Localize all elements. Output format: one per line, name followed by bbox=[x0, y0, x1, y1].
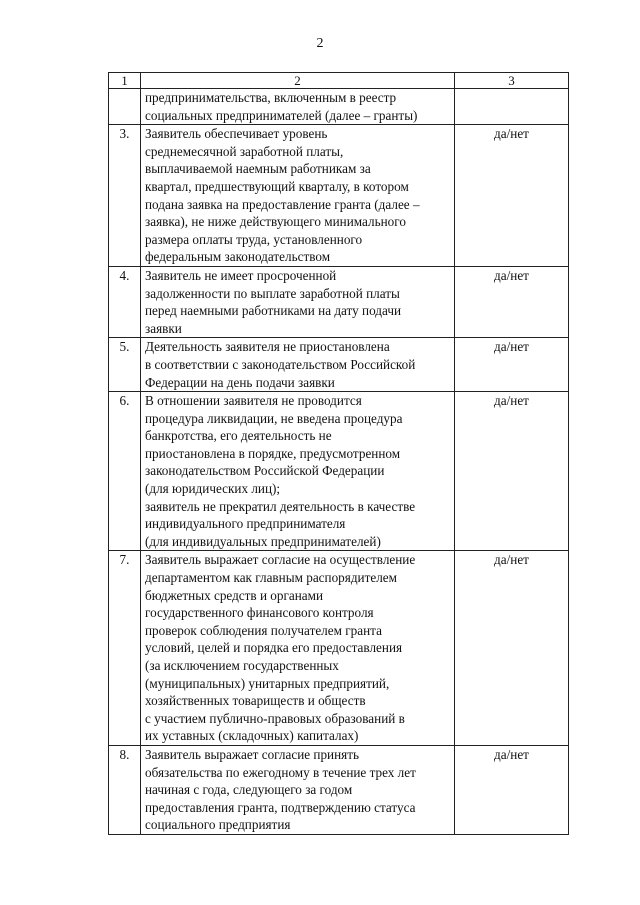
criterion-text-line: законодательством Российской Федерации bbox=[145, 463, 385, 479]
criterion-text-line: (для юридических лиц); bbox=[145, 481, 281, 497]
criterion-text-line: Заявитель выражает согласие на осуществление bbox=[145, 552, 416, 568]
criterion-text-line: их уставных (складочных) капиталах) bbox=[145, 728, 359, 744]
criterion-text-line: Заявитель выражает согласие принять bbox=[145, 746, 360, 762]
criterion-text-line: хозяйственных товариществ и обществ bbox=[145, 693, 366, 709]
column-header-1: 1 bbox=[109, 73, 141, 89]
criterion-text-line: Деятельность заявителя не приостановлена bbox=[145, 339, 390, 355]
answer-cell: да/нет bbox=[455, 392, 569, 551]
row-number: 5. bbox=[109, 338, 141, 392]
answer-cell: да/нет bbox=[455, 551, 569, 746]
criterion-text-line: с участием публично-правовых образований в bbox=[145, 710, 405, 726]
row-number: 7. bbox=[109, 551, 141, 746]
answer-cell: да/нет bbox=[455, 745, 569, 834]
criterion-text-line: в соответствии с законодательством Российской bbox=[145, 356, 416, 372]
answer-cell: да/нет bbox=[455, 266, 569, 337]
criterion-text-line: предоставления гранта, подтверждению статуса bbox=[145, 799, 416, 815]
criterion-text-line: Федерации на день подачи заявки bbox=[145, 374, 335, 390]
criterion-text-line: квартал, предшествующий кварталу, в котором bbox=[145, 178, 409, 194]
criterion-text-line: подана заявка на предоставление гранта (далее – bbox=[145, 196, 420, 212]
criterion-text-line: размера оплаты труда, установленного bbox=[145, 231, 363, 247]
criterion-text-line: предпринимательства, включенным в реестр bbox=[145, 90, 397, 105]
criterion-text-line: социального предприятия bbox=[145, 817, 291, 833]
row-number: 6. bbox=[109, 392, 141, 551]
criterion-text-line: (муниципальных) унитарных предприятий, bbox=[145, 675, 390, 691]
criterion-text-line: Заявитель не имеет просроченной bbox=[145, 267, 337, 283]
criterion-text bbox=[141, 125, 455, 267]
row-number: 4. bbox=[109, 266, 141, 337]
row-number bbox=[109, 89, 141, 125]
answer-cell: да/нет bbox=[455, 338, 569, 392]
criterion-text-line: банкротства, его деятельность не bbox=[145, 428, 332, 444]
criterion-text bbox=[141, 551, 455, 746]
criteria-table bbox=[108, 72, 569, 835]
page-number: 2 bbox=[316, 36, 324, 51]
criterion-text bbox=[141, 266, 455, 337]
table-row bbox=[109, 392, 569, 551]
criterion-text-line: выплачиваемой наемным работникам за bbox=[145, 161, 371, 177]
table-row bbox=[109, 89, 569, 125]
answer-cell bbox=[455, 89, 569, 125]
column-header-3: 3 bbox=[455, 73, 569, 89]
criterion-text bbox=[141, 745, 455, 834]
row-number: 8. bbox=[109, 745, 141, 834]
criterion-text-line: федеральным законодательством bbox=[145, 249, 331, 265]
criterion-text bbox=[141, 338, 455, 392]
criterion-text bbox=[141, 392, 455, 551]
criterion-text-line: процедура ликвидации, не введена процедура bbox=[145, 410, 403, 426]
table-body bbox=[109, 73, 569, 835]
table-row bbox=[109, 266, 569, 337]
criterion-text-line: проверок соблюдения получателем гранта bbox=[145, 622, 382, 638]
criterion-text-line: среднемесячной заработной платы, bbox=[145, 143, 344, 159]
criterion-text-line: государственного финансового контроля bbox=[145, 605, 374, 621]
criterion-text-line: приостановлена в порядке, предусмотренном bbox=[145, 445, 401, 461]
column-header-2: 2 bbox=[141, 73, 455, 89]
criterion-text-line: заявки bbox=[145, 320, 182, 336]
criterion-text-line: (за исключением государственных bbox=[145, 658, 339, 673]
criterion-text-line: обязательства по ежегодному в течение трех лет bbox=[145, 764, 416, 780]
criterion-text-line: департаментом как главным распорядителем bbox=[145, 570, 397, 586]
criterion-text-line: бюджетных средств и органами bbox=[145, 587, 324, 603]
answer-cell: да/нет bbox=[455, 125, 569, 267]
criterion-text-line: Заявитель обеспечивает уровень bbox=[145, 126, 328, 142]
table-row bbox=[109, 125, 569, 267]
criterion-text-line: начиная с года, следующего за годом bbox=[145, 782, 353, 798]
criterion-text-line: перед наемными работниками на дату подачи bbox=[145, 303, 402, 319]
criterion-text-line: условий, целей и порядка его предоставления bbox=[145, 640, 403, 656]
table-row bbox=[109, 745, 569, 834]
criterion-text bbox=[141, 89, 455, 125]
table-header-row bbox=[109, 73, 569, 89]
criterion-text-line: индивидуального предпринимателя bbox=[145, 516, 346, 532]
criterion-text-line: социальных предпринимателей (далее – гранты) bbox=[145, 107, 418, 123]
table-row bbox=[109, 551, 569, 746]
criterion-text-line: задолженности по выплате заработной платы bbox=[145, 285, 400, 301]
criterion-text-line: (для индивидуальных предпринимателей) bbox=[145, 533, 381, 549]
row-number: 3. bbox=[109, 125, 141, 267]
criterion-text-line: заявка), не ниже действующего минимального bbox=[145, 214, 406, 230]
criterion-text-line: заявитель не прекратил деятельность в качестве bbox=[145, 498, 416, 514]
criterion-text-line: В отношении заявителя не проводится bbox=[145, 393, 362, 409]
table-row bbox=[109, 338, 569, 392]
